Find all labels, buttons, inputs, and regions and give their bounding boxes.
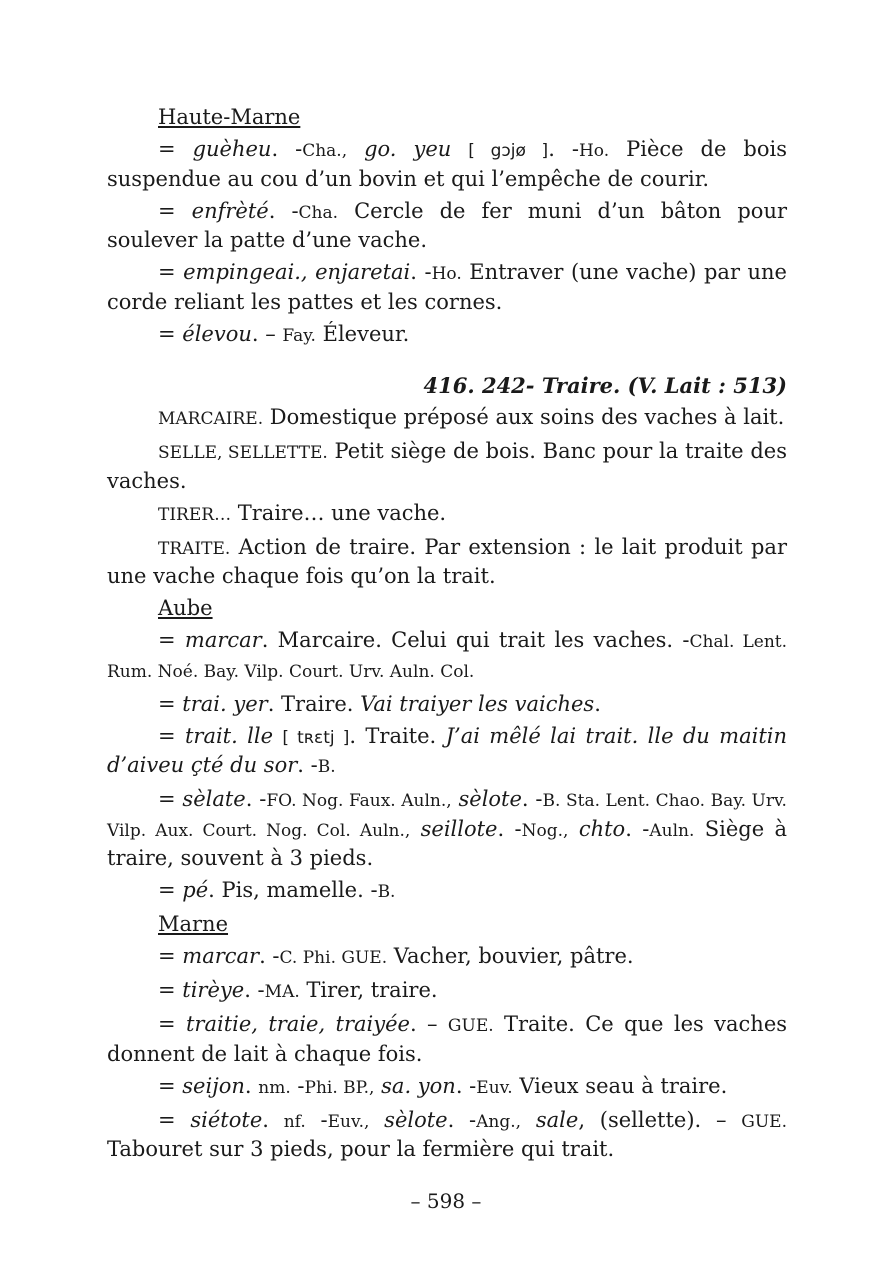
section-heading: 416. 242- Traire. (V. Lait : 513) (423, 373, 787, 398)
entry-guèheu: = guèheu. -Cha., go. yeu [ gɔjø ]. -Ho. Pièce de bois suspendue au cou d’un bovin et qui l’empêche de courir. (107, 137, 787, 191)
entry-marcar-marne: = marcar. -C. Phi. GUE. Vacher, bouvier, pâtre. (158, 944, 634, 968)
term-tirer: TIRER… Traire… une vache. (158, 500, 447, 525)
entry-sietote: = siétote. nf. -Euv., sèlote. -Ang., sale, (sellette). – GUE. Tabouret sur 3 pieds, pour la fermière qui trait. (107, 1107, 787, 1161)
entry-marcar-aube: = marcar. Marcaire. Celui qui trait les vaches. -Chal. Lent. Rum. Noé. Bay. Vilp. Court. Urv. Auln. Col. (107, 628, 788, 682)
page-number: – 598 – (410, 1189, 482, 1213)
entry-seijon: = seijon. nm. -Phi. BP., sa. yon. -Euv. Vieux seau à traire. (158, 1073, 728, 1098)
page-body (107, 104, 787, 1168)
region-heading-aube: Aube (158, 596, 213, 620)
entry-traitlle: = trait. lle [ tʀɛtj ]. Traite. J’ai mêlé lai trait. lle du maitin d’aiveu çté du sor. -B. (107, 723, 788, 777)
entry-pe: = pé. Pis, mamelle. -B. (158, 878, 396, 902)
entry-traiyer: = trai. yer. Traire. Vai traiyer les vaiches. (158, 691, 601, 716)
entry-empingeai: = empingeai., enjaretai. -Ho. Entraver (une vache) par une corde reliant les pattes et les cornes. (107, 260, 787, 314)
term-traite: TRAITE. Action de traire. Par extension : le lait produit par une vache chaque fois qu’on la trait. (107, 534, 787, 588)
term-selle: SELLE, SELLETTE. Petit siège de bois. Banc pour la traite des vaches. (107, 439, 787, 493)
term-marcaire: MARCAIRE. Domestique préposé aux soins des vaches à lait. (158, 405, 785, 429)
entry-elevou: = élevou. – Fay. Éleveur. (158, 321, 410, 346)
region-heading-haute-marne: Haute-Marne (158, 105, 301, 129)
entry-selate: = sèlate. -FO. Nog. Faux. Auln., sèlote. -B. Sta. Lent. Chao. Bay. Urv. Vilp. Aux. Court. Nog. Col. Auln., seillote. -Nog., chto. -Auln. Siège à traire, souvent à 3 pieds. (107, 787, 788, 870)
entry-enfrete: = enfrèté. -Cha. Cercle de fer muni d’un bâton pour soulever la patte d’une vache. (107, 198, 788, 252)
entry-traitie: = traitie, traie, traiyée. – GUE. Traite. Ce que les vaches donnent de lait à chaque fois. (107, 1012, 788, 1066)
region-heading-marne: Marne (158, 912, 229, 936)
entry-tireye: = tirèye. -MA. Tirer, traire. (158, 978, 438, 1002)
